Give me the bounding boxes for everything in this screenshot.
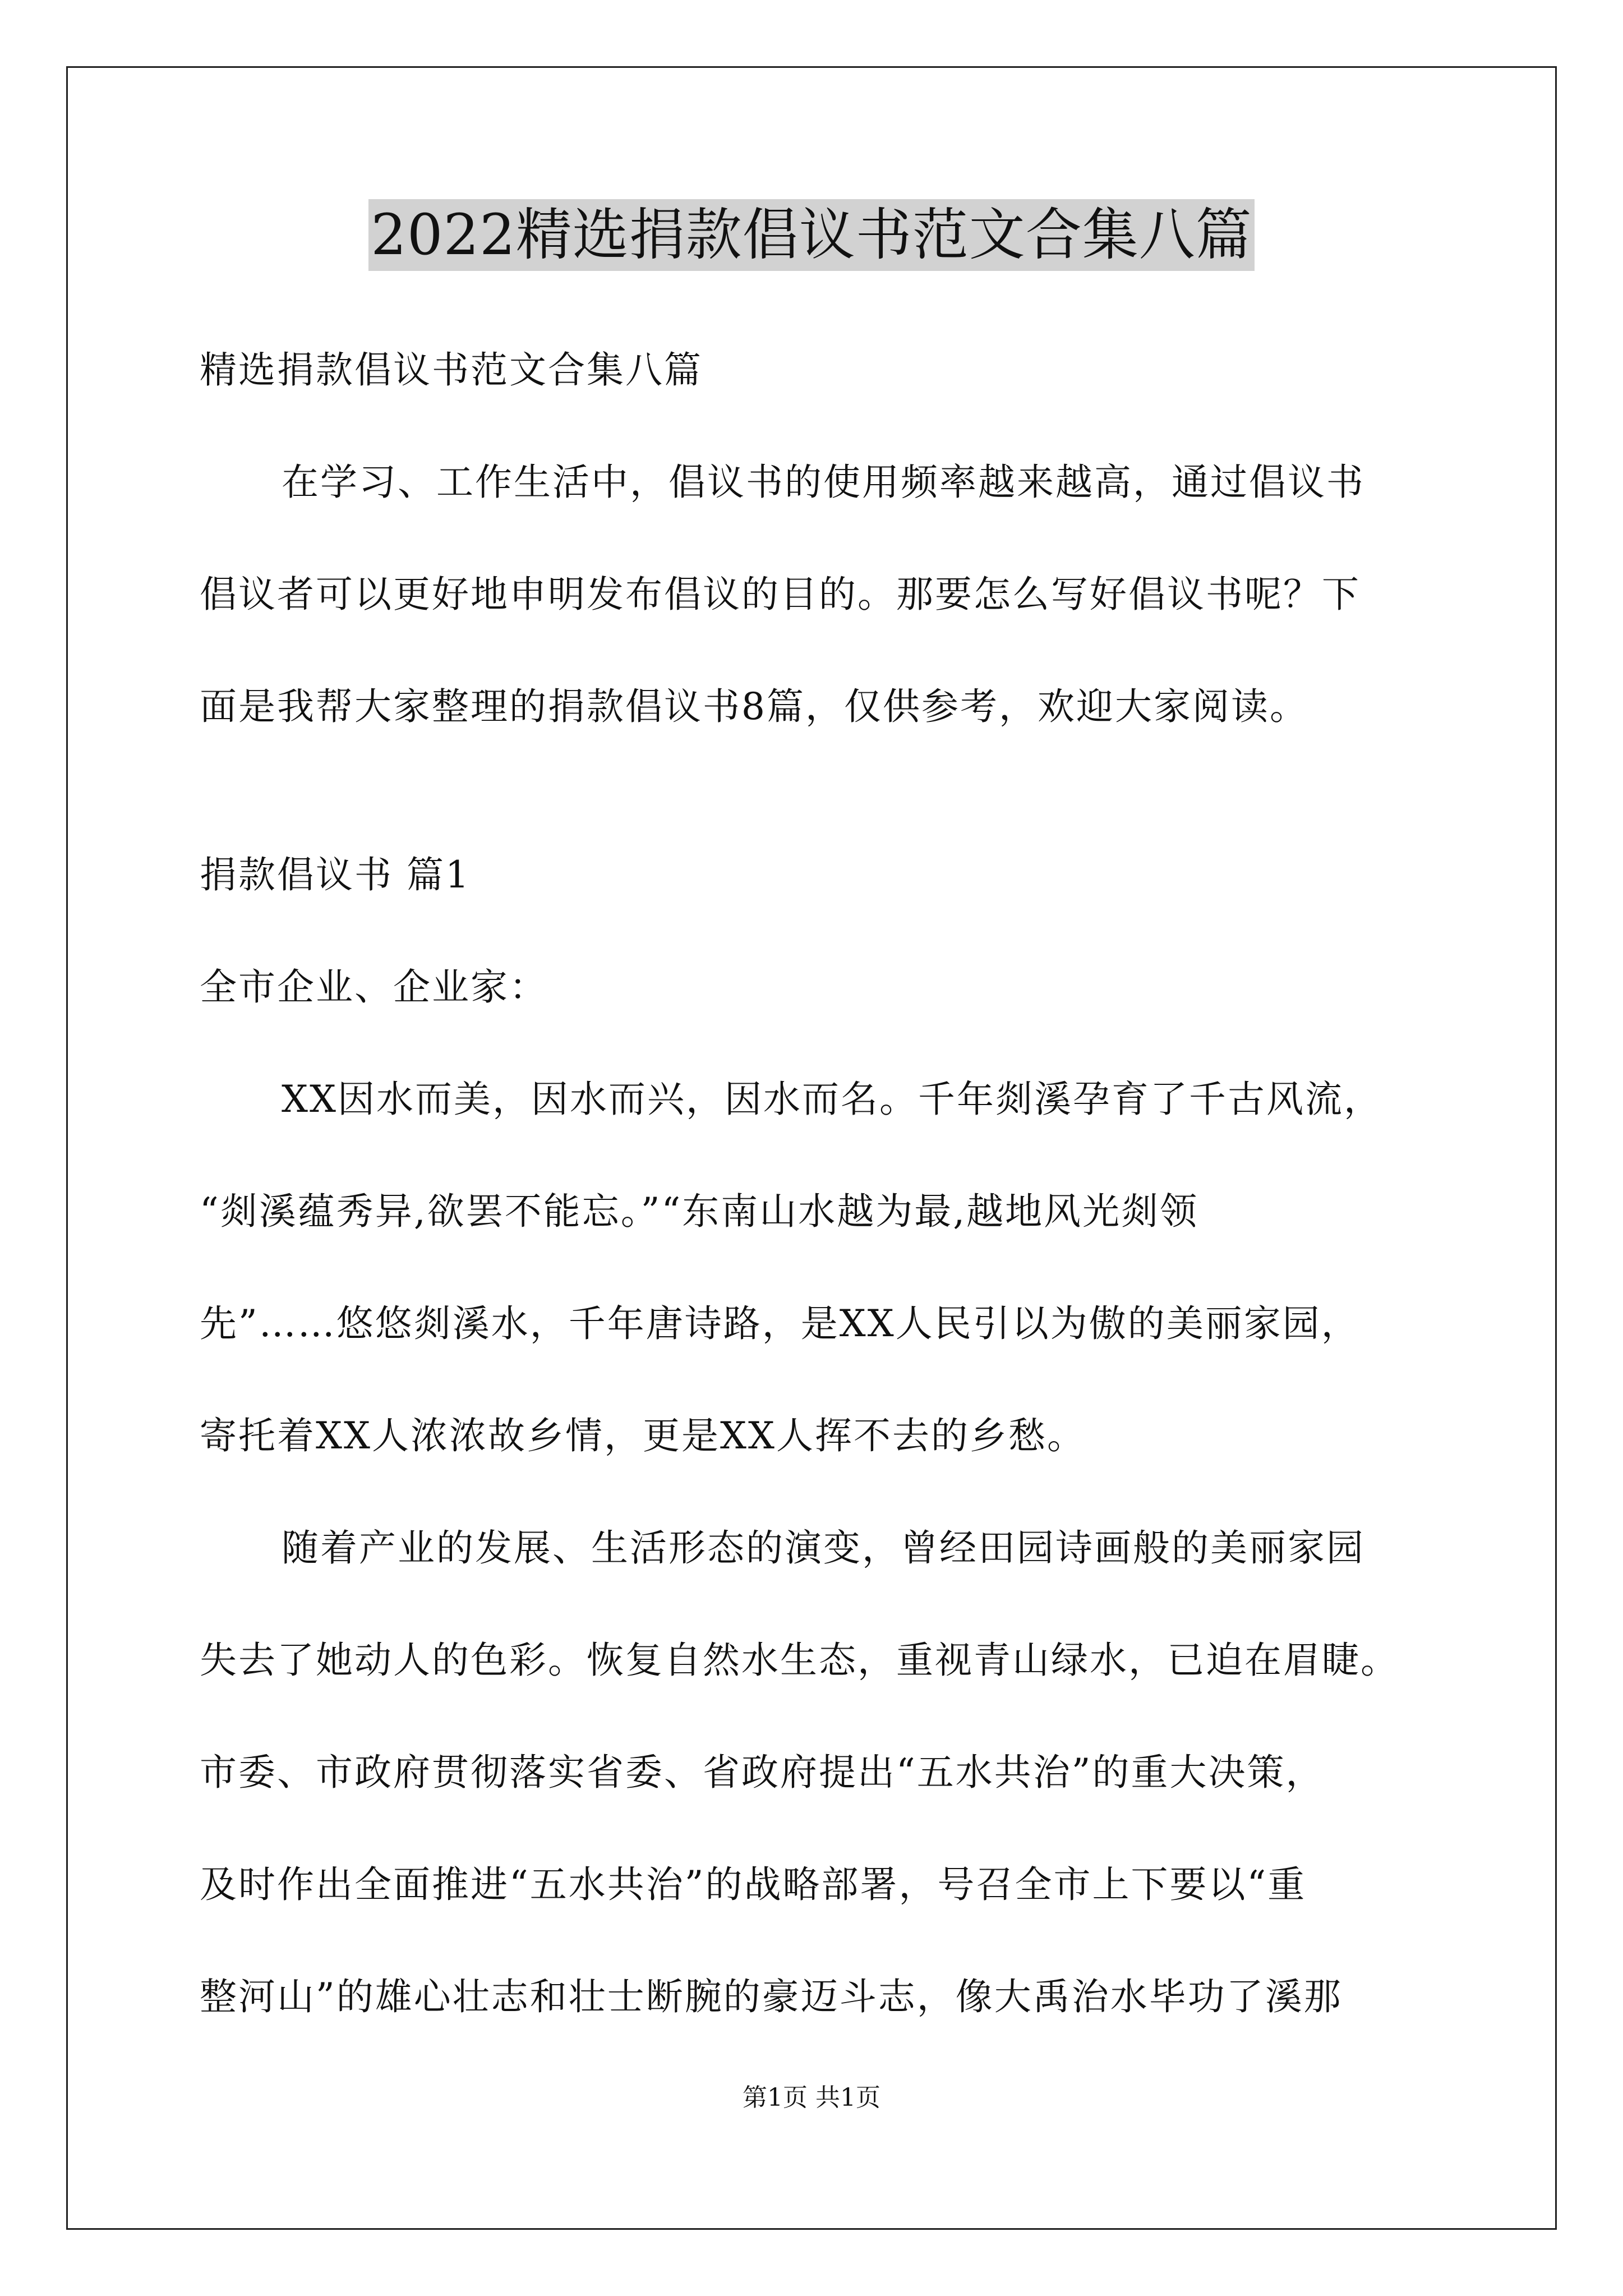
- document-subtitle: 精选捐款倡议书范文合集八篇: [200, 348, 703, 392]
- salutation: 全市企业、企业家：: [200, 965, 548, 1009]
- intro-line: 倡议者可以更好地申明发布倡议的目的。那要怎么写好倡议书呢？下: [200, 573, 1361, 616]
- document-body: [200, 314, 1433, 2053]
- paragraph-line: 寄托着XX人浓浓故乡情，更是XX人挥不去的乡愁。: [200, 1414, 1086, 1457]
- paragraph-line: “剡溪蕴秀异,欲罢不能忘。”“东南山水越为最,越地风光剡领: [200, 1190, 1199, 1233]
- paragraph-line: 整河山”的雄心壮志和壮士断腕的豪迈斗志，像大禹治水毕功了溪那: [200, 1975, 1343, 2018]
- spacer: [200, 763, 1433, 819]
- title-container: [0, 199, 1623, 271]
- paragraph-line: 及时作出全面推进“五水共治”的战略部署，号召全市上下要以“重: [200, 1863, 1307, 1906]
- document-title: 2022精选捐款倡议书范文合集八篇: [368, 199, 1255, 271]
- intro-line: 在学习、工作生活中，倡议书的使用频率越来越高，通过倡议书: [282, 461, 1365, 504]
- page-number: 第1页 共1页: [743, 2083, 880, 2112]
- paragraph-line: 先”……悠悠剡溪水，千年唐诗路，是XX人民引以为傲的美丽家园，: [200, 1302, 1360, 1345]
- paragraph-line: XX因水而美，因水而兴，因水而名。千年剡溪孕育了千古风流，: [282, 1078, 1382, 1121]
- section-heading: 捐款倡议书 篇1: [200, 853, 471, 896]
- paragraph-line: 失去了她动人的色彩。恢复自然水生态，重视青山绿水，已迫在眉睫。: [200, 1639, 1399, 1682]
- intro-line: 面是我帮大家整理的捐款倡议书8篇，仅供参考，欢迎大家阅读。: [200, 685, 1308, 728]
- paragraph-line: 随着产业的发展、生活形态的演变，曾经田园诗画般的美丽家园: [282, 1526, 1365, 1570]
- paragraph-line: 市委、市政府贯彻落实省委、省政府提出“五水共治”的重大决策，: [200, 1751, 1325, 1794]
